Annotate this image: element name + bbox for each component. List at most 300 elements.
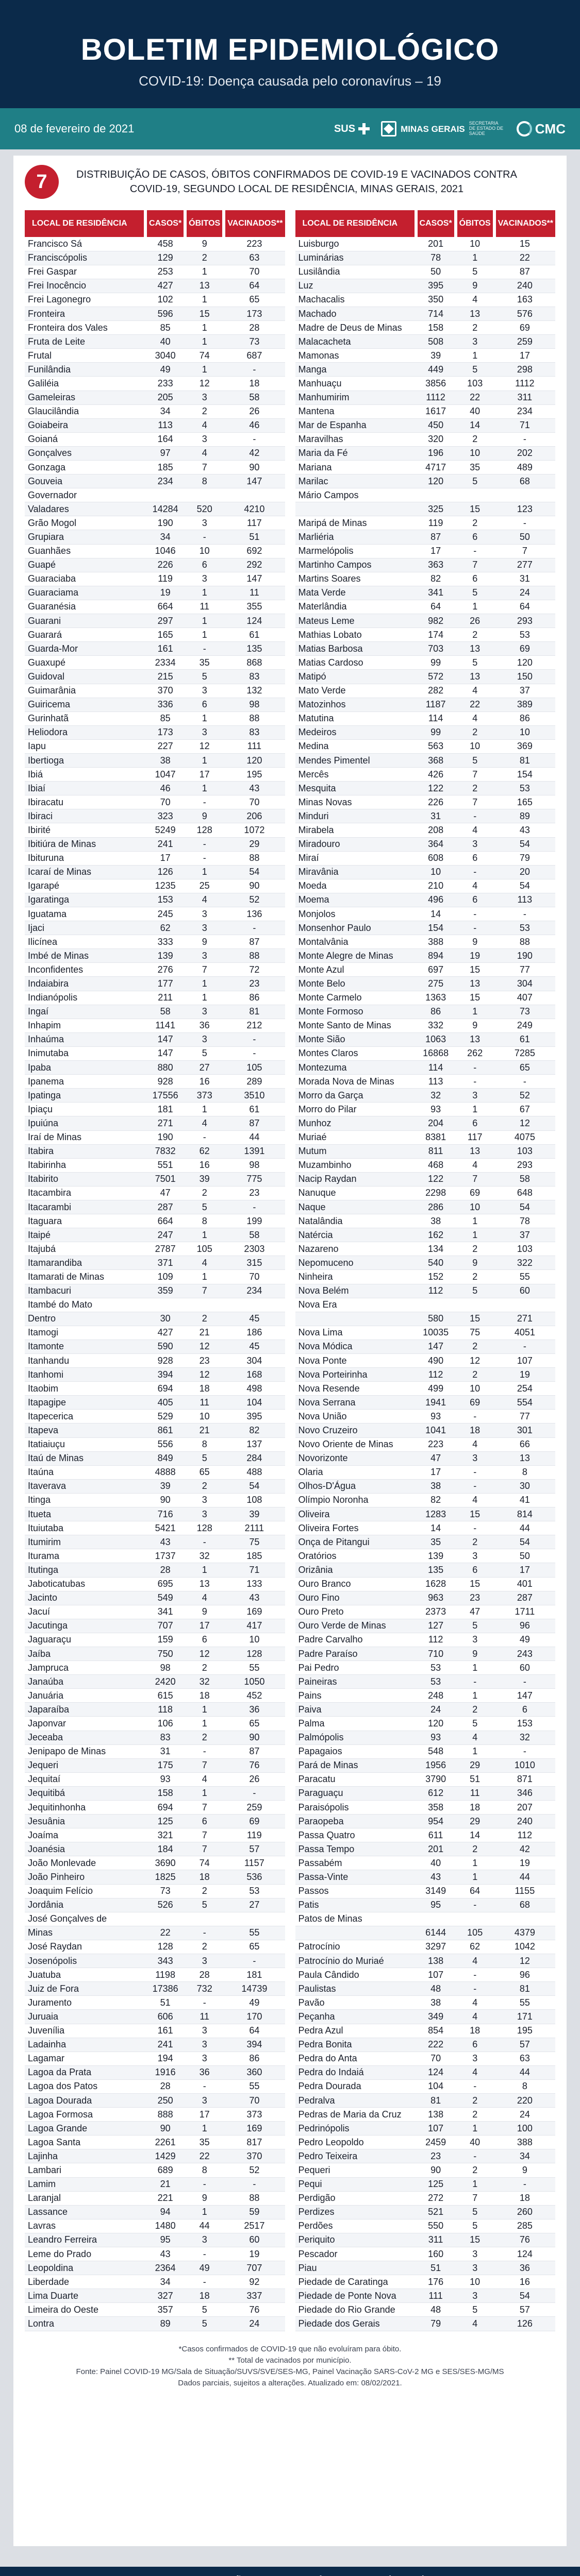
cell-vacinados: - bbox=[494, 2177, 555, 2191]
cell-obitos: 3 bbox=[185, 2233, 224, 2247]
cell-vacinados: 55 bbox=[224, 2079, 285, 2093]
cell-municipio: Mendes Pimentel bbox=[295, 753, 416, 767]
table-row bbox=[295, 1828, 556, 1842]
cell-vacinados: - bbox=[224, 432, 285, 446]
cell-municipio: Itamarandiba bbox=[25, 1256, 145, 1270]
cell-vacinados: 117 bbox=[224, 516, 285, 530]
cell-casos: 811 bbox=[416, 1144, 456, 1158]
cell-obitos: 1 bbox=[185, 614, 224, 628]
cell-vacinados: 170 bbox=[224, 2010, 285, 2024]
cell-municipio: Itacambira bbox=[25, 1186, 145, 1200]
cell-vacinados: 61 bbox=[494, 1032, 555, 1046]
table-row bbox=[295, 1451, 556, 1465]
cell-municipio: Itaúna bbox=[25, 1465, 145, 1479]
cell-municipio: Icaraí de Minas bbox=[25, 865, 145, 879]
cell-municipio: Mirabela bbox=[295, 823, 416, 837]
cell-municipio: Ibertioga bbox=[25, 753, 145, 767]
table-row bbox=[25, 753, 285, 767]
table-row bbox=[295, 2122, 556, 2136]
cell-obitos: - bbox=[456, 1675, 494, 1689]
cell-obitos: - bbox=[456, 907, 494, 921]
cell-casos: 227 bbox=[145, 739, 185, 753]
cell-municipio: Novo Oriente de Minas bbox=[295, 1437, 416, 1451]
cell-municipio: Lontra bbox=[25, 2317, 145, 2331]
table-row bbox=[295, 404, 556, 418]
cell-municipio: Jequitaí bbox=[25, 1772, 145, 1786]
cell-vacinados: 26 bbox=[224, 1772, 285, 1786]
cell-obitos: - bbox=[456, 2079, 494, 2093]
cell-vacinados: 169 bbox=[224, 2122, 285, 2136]
cell-casos: 125 bbox=[416, 2177, 456, 2191]
cell-vacinados: 498 bbox=[224, 1382, 285, 1396]
table-header-row bbox=[295, 210, 556, 237]
cell-municipio: José Gonçalves de bbox=[25, 1912, 145, 1926]
cell-vacinados: 73 bbox=[224, 335, 285, 349]
cell-vacinados: 10 bbox=[224, 1633, 285, 1647]
cell-obitos: 6 bbox=[456, 893, 494, 907]
table-row bbox=[25, 2136, 285, 2149]
cell-obitos: 3 bbox=[456, 1089, 494, 1103]
cell-vacinados: 132 bbox=[224, 684, 285, 698]
cell-vacinados: 76 bbox=[224, 1758, 285, 1772]
cell-municipio: Guarani bbox=[25, 614, 145, 628]
cell-casos: 343 bbox=[145, 1954, 185, 1968]
table-row bbox=[295, 1075, 556, 1089]
cell-vacinados: 304 bbox=[494, 977, 555, 991]
cell-obitos: 35 bbox=[456, 461, 494, 474]
cell-vacinados: - bbox=[224, 1786, 285, 1800]
cell-municipio: Piedade de Ponte Nova bbox=[295, 2289, 416, 2303]
table-row bbox=[25, 1605, 285, 1619]
table-row bbox=[25, 1926, 285, 1940]
table-row bbox=[25, 2079, 285, 2093]
cell-casos: 24 bbox=[416, 1703, 456, 1717]
table-row bbox=[25, 2219, 285, 2233]
cell-casos: 1429 bbox=[145, 2149, 185, 2163]
table-row bbox=[25, 349, 285, 363]
cell-casos: 62 bbox=[145, 921, 185, 935]
column-header-local: LOCAL DE RESIDÊNCIA bbox=[25, 210, 145, 237]
cell-casos: 359 bbox=[145, 1284, 185, 1298]
cell-casos: 14 bbox=[416, 1521, 456, 1535]
table-row bbox=[25, 363, 285, 377]
cell-obitos: 5 bbox=[456, 586, 494, 600]
table-row bbox=[25, 837, 285, 851]
cell-municipio: Lamim bbox=[25, 2177, 145, 2191]
cell-vacinados: 59 bbox=[224, 2205, 285, 2219]
cell-casos: 154 bbox=[416, 921, 456, 935]
cell-obitos: - bbox=[456, 2149, 494, 2163]
table-row bbox=[25, 1368, 285, 1382]
table-row bbox=[25, 670, 285, 684]
cell-obitos: 10 bbox=[456, 237, 494, 251]
cell-casos: 82 bbox=[416, 572, 456, 586]
cell-casos bbox=[145, 1912, 185, 1926]
cell-vacinados: 88 bbox=[224, 851, 285, 865]
cell-vacinados: 60 bbox=[224, 2233, 285, 2247]
bulletin-date: 08 de fevereiro de 2021 bbox=[14, 122, 135, 135]
cell-casos: 2373 bbox=[416, 1605, 456, 1619]
cell-casos: 129 bbox=[145, 251, 185, 265]
table-row bbox=[25, 1075, 285, 1089]
table-row bbox=[295, 837, 556, 851]
cell-casos: 43 bbox=[145, 2247, 185, 2261]
cell-municipio bbox=[295, 502, 416, 516]
cell-obitos: 5 bbox=[185, 2303, 224, 2317]
cell-casos: 253 bbox=[145, 265, 185, 279]
cell-casos: 16868 bbox=[416, 1046, 456, 1060]
cell-municipio: Frei Lagonegro bbox=[25, 293, 145, 307]
cell-vacinados: 68 bbox=[494, 1898, 555, 1912]
cell-vacinados: 55 bbox=[224, 1926, 285, 1940]
table-row bbox=[25, 1842, 285, 1856]
table-row bbox=[25, 572, 285, 586]
table-row bbox=[25, 2163, 285, 2177]
cell-vacinados: 128 bbox=[224, 1647, 285, 1660]
cell-municipio: Montezuma bbox=[295, 1061, 416, 1075]
cell-vacinados: 355 bbox=[224, 600, 285, 614]
cell-municipio: Luminárias bbox=[295, 251, 416, 265]
table-row bbox=[295, 1898, 556, 1912]
cell-municipio: Pai Pedro bbox=[295, 1661, 416, 1675]
cell-municipio: Valadares bbox=[25, 502, 145, 516]
cell-municipio: Mato Verde bbox=[295, 684, 416, 698]
cell-municipio: Dentro bbox=[25, 1312, 145, 1326]
table-row bbox=[25, 2191, 285, 2205]
cell-vacinados: 52 bbox=[224, 2163, 285, 2177]
cell-casos: 208 bbox=[416, 823, 456, 837]
table-row bbox=[295, 991, 556, 1005]
table-row bbox=[295, 377, 556, 391]
cell-obitos: 4 bbox=[185, 446, 224, 460]
cell-municipio: Ibiá bbox=[25, 768, 145, 782]
cell-vacinados: 260 bbox=[494, 2205, 555, 2219]
table-row bbox=[295, 2191, 556, 2205]
cell-municipio: Ouro Preto bbox=[295, 1605, 416, 1619]
cell-vacinados: 54 bbox=[494, 879, 555, 893]
cell-casos: 122 bbox=[416, 782, 456, 795]
cell-casos: 223 bbox=[416, 1437, 456, 1451]
cell-municipio: Itambacuri bbox=[25, 1284, 145, 1298]
cell-obitos: 9 bbox=[456, 279, 494, 293]
cell-obitos: - bbox=[185, 2079, 224, 2093]
cell-vacinados: 12 bbox=[494, 1954, 555, 1968]
cell-vacinados: 285 bbox=[494, 2219, 555, 2233]
section-title: DISTRIBUIÇÃO DE CASOS, ÓBITOS CONFIRMADOS DE COVID-19 E VACINADOS CONTRA COVID-19, SEGUNDO LOCAL DE RESIDÊNCIA, MINAS GERAIS, 2021 bbox=[76, 169, 517, 195]
cell-vacinados: 43 bbox=[494, 823, 555, 837]
cell-casos: 39 bbox=[416, 349, 456, 363]
cell-vacinados: 81 bbox=[494, 753, 555, 767]
cell-obitos: 15 bbox=[456, 963, 494, 977]
cell-municipio: Ouro Branco bbox=[295, 1577, 416, 1591]
cell-casos: 139 bbox=[416, 1549, 456, 1563]
cell-obitos: 6 bbox=[456, 2038, 494, 2052]
cell-casos: 563 bbox=[416, 739, 456, 753]
cell-obitos: 2 bbox=[185, 404, 224, 418]
table-row bbox=[25, 293, 285, 307]
table-row bbox=[295, 2275, 556, 2289]
cell-vacinados: 27 bbox=[224, 1898, 285, 1912]
table-row bbox=[295, 1926, 556, 1940]
table-row bbox=[25, 1144, 285, 1158]
cell-obitos: 9 bbox=[456, 1647, 494, 1660]
cell-casos: 10035 bbox=[416, 1326, 456, 1340]
table-row bbox=[295, 1884, 556, 1898]
cell-vacinados: 42 bbox=[494, 1842, 555, 1856]
cell-municipio: Itamarati de Minas bbox=[25, 1270, 145, 1284]
cell-vacinados: 103 bbox=[494, 1242, 555, 1256]
cell-casos: 2298 bbox=[416, 1186, 456, 1200]
table-row bbox=[295, 1982, 556, 1996]
cell-vacinados: 24 bbox=[494, 2108, 555, 2122]
cell-municipio: Mar de Espanha bbox=[295, 418, 416, 432]
table-row bbox=[25, 1828, 285, 1842]
cell-municipio: Medeiros bbox=[295, 725, 416, 739]
table-row bbox=[25, 2038, 285, 2052]
cell-vacinados: - bbox=[224, 1046, 285, 1060]
cell-municipio: Joanésia bbox=[25, 1842, 145, 1856]
cell-casos: 70 bbox=[416, 2052, 456, 2065]
cell-vacinados: 4210 bbox=[224, 502, 285, 516]
table-row bbox=[25, 488, 285, 502]
cell-obitos: - bbox=[456, 1968, 494, 1982]
table-row bbox=[25, 1242, 285, 1256]
table-row bbox=[25, 1856, 285, 1870]
table-row bbox=[25, 2108, 285, 2122]
cell-vacinados: 10 bbox=[494, 725, 555, 739]
cell-casos: 849 bbox=[145, 1451, 185, 1465]
cell-casos: 248 bbox=[416, 1689, 456, 1703]
cell-casos: 38 bbox=[145, 753, 185, 767]
cell-municipio: Pequeri bbox=[295, 2163, 416, 2177]
table-row bbox=[295, 921, 556, 935]
cell-municipio: Gonçalves bbox=[25, 446, 145, 460]
cell-obitos: 5 bbox=[456, 1717, 494, 1731]
cell-obitos: 3 bbox=[185, 432, 224, 446]
cell-vacinados: 871 bbox=[494, 1772, 555, 1786]
cell-casos: 694 bbox=[145, 1382, 185, 1396]
cell-obitos: 5 bbox=[185, 1898, 224, 1912]
cell-vacinados: - bbox=[494, 907, 555, 921]
cell-casos: 880 bbox=[145, 1061, 185, 1075]
table-row bbox=[25, 2289, 285, 2303]
cell-casos: 3297 bbox=[416, 1940, 456, 1954]
cell-vacinados: 60 bbox=[494, 1661, 555, 1675]
cell-casos: 1198 bbox=[145, 1968, 185, 1982]
cell-vacinados: 66 bbox=[494, 1437, 555, 1451]
table-row bbox=[25, 809, 285, 823]
cell-vacinados: 71 bbox=[224, 1563, 285, 1577]
cell-municipio: Grão Mogol bbox=[25, 516, 145, 530]
cell-municipio: Ibiaí bbox=[25, 782, 145, 795]
cell-vacinados: 169 bbox=[224, 1605, 285, 1619]
cell-casos: 750 bbox=[145, 1647, 185, 1660]
table-row bbox=[25, 1521, 285, 1535]
cell-obitos: 3 bbox=[185, 516, 224, 530]
cell-vacinados: 98 bbox=[224, 1158, 285, 1172]
cell-municipio: Pedra do Anta bbox=[295, 2052, 416, 2065]
cell-vacinados: 11 bbox=[224, 586, 285, 600]
cell-casos: 85 bbox=[145, 711, 185, 725]
table-row bbox=[25, 1103, 285, 1116]
cell-obitos: 1 bbox=[185, 753, 224, 767]
cell-municipio: Frutal bbox=[25, 349, 145, 363]
cell-vacinados: 1391 bbox=[224, 1144, 285, 1158]
table-row bbox=[295, 530, 556, 544]
cell-obitos: 69 bbox=[456, 1396, 494, 1410]
cell-municipio: Pains bbox=[295, 1689, 416, 1703]
table-row bbox=[295, 2149, 556, 2163]
cell-municipio: Naque bbox=[295, 1200, 416, 1214]
cell-municipio: Matozinhos bbox=[295, 698, 416, 711]
table-row bbox=[295, 684, 556, 698]
cell-casos: 590 bbox=[145, 1340, 185, 1353]
cell-vacinados: 83 bbox=[224, 670, 285, 684]
cell-vacinados: 37 bbox=[494, 684, 555, 698]
cell-vacinados: 70 bbox=[224, 265, 285, 279]
cell-casos: 551 bbox=[145, 1158, 185, 1172]
cell-vacinados: 58 bbox=[494, 1172, 555, 1186]
cell-casos: 550 bbox=[416, 2219, 456, 2233]
cell-municipio: Passa-Vinte bbox=[295, 1870, 416, 1884]
cell-casos: 112 bbox=[416, 1368, 456, 1382]
cell-vacinados: 2303 bbox=[224, 1242, 285, 1256]
table-row bbox=[25, 1549, 285, 1563]
cell-casos: 449 bbox=[416, 363, 456, 377]
cell-obitos: 2 bbox=[456, 1842, 494, 1856]
cell-municipio: Japaraíba bbox=[25, 1703, 145, 1717]
cell-vacinados: 49 bbox=[224, 1996, 285, 2010]
cell-vacinados: 87 bbox=[224, 1744, 285, 1758]
cell-vacinados bbox=[494, 1912, 555, 1926]
cell-vacinados: 9 bbox=[494, 2163, 555, 2177]
cell-obitos: 13 bbox=[185, 279, 224, 293]
cell-municipio: Guaranésia bbox=[25, 600, 145, 614]
cell-casos: 78 bbox=[416, 251, 456, 265]
footnote-source: Fonte: Painel COVID-19 MG/Sala de Situação/SUVS/SVE/SES-MG, Painel Vacinação SARS-CoV-2 MG e SES/SES-MG/MS bbox=[76, 2367, 504, 2376]
cell-municipio: Pará de Minas bbox=[295, 1758, 416, 1772]
cell-casos: 222 bbox=[416, 2038, 456, 2052]
table-row bbox=[25, 2233, 285, 2247]
cell-vacinados: 692 bbox=[224, 544, 285, 558]
cell-vacinados: 39 bbox=[224, 1507, 285, 1521]
cell-vacinados: 7 bbox=[494, 544, 555, 558]
cell-municipio: Mata Verde bbox=[295, 586, 416, 600]
cell-municipio: Miradouro bbox=[295, 837, 416, 851]
table-row bbox=[295, 488, 556, 502]
cell-vacinados: 133 bbox=[224, 1577, 285, 1591]
column-header-local: LOCAL DE RESIDÊNCIA bbox=[295, 210, 416, 237]
table-row bbox=[295, 1465, 556, 1479]
cell-municipio: Lagoa Formosa bbox=[25, 2108, 145, 2122]
cell-obitos: 3 bbox=[185, 2024, 224, 2038]
cell-casos: 85 bbox=[145, 321, 185, 335]
cell-obitos: 6 bbox=[185, 698, 224, 711]
cell-vacinados: - bbox=[494, 1675, 555, 1689]
table-row bbox=[295, 642, 556, 656]
cell-municipio: Iguatama bbox=[25, 907, 145, 921]
table-row bbox=[295, 1521, 556, 1535]
cell-vacinados: 65 bbox=[494, 1061, 555, 1075]
cell-municipio: Pedro Leopoldo bbox=[295, 2136, 416, 2149]
table-row bbox=[25, 725, 285, 739]
cell-casos: 119 bbox=[145, 572, 185, 586]
cell-obitos: 75 bbox=[456, 1326, 494, 1340]
cell-obitos: 6 bbox=[185, 558, 224, 572]
cell-municipio: Fruta de Leite bbox=[25, 335, 145, 349]
cell-vacinados: 16 bbox=[494, 2275, 555, 2289]
cell-municipio: Itueta bbox=[25, 1507, 145, 1521]
cell-vacinados: 254 bbox=[494, 1382, 555, 1396]
table-row bbox=[25, 879, 285, 893]
cell-vacinados: 31 bbox=[494, 572, 555, 586]
cell-obitos: 3 bbox=[185, 572, 224, 586]
cell-obitos: 8 bbox=[185, 474, 224, 488]
table-right-body bbox=[295, 237, 556, 2331]
cell-vacinados: 70 bbox=[224, 795, 285, 809]
cell-casos: 14284 bbox=[145, 502, 185, 516]
cmc-ring-icon bbox=[517, 121, 532, 137]
cell-vacinados: 36 bbox=[224, 1703, 285, 1717]
cell-municipio: Jaíba bbox=[25, 1647, 145, 1660]
cell-obitos: 1 bbox=[185, 1786, 224, 1800]
cell-obitos: 3 bbox=[185, 684, 224, 698]
table-row bbox=[25, 893, 285, 907]
cell-vacinados: 1711 bbox=[494, 1605, 555, 1619]
cell-obitos: 1 bbox=[185, 1717, 224, 1731]
table-row bbox=[295, 1758, 556, 1772]
cell-obitos: 9 bbox=[185, 237, 224, 251]
cell-obitos: 21 bbox=[185, 1326, 224, 1340]
table-row bbox=[25, 237, 285, 251]
cell-municipio: Monte Formoso bbox=[295, 1005, 416, 1019]
cell-municipio: Guapé bbox=[25, 558, 145, 572]
bulletin-subtitle: COVID-19: Doença causada pelo coronavírus – 19 bbox=[139, 73, 441, 89]
cell-vacinados: 277 bbox=[494, 558, 555, 572]
cell-casos: 275 bbox=[416, 977, 456, 991]
cell-obitos: 262 bbox=[456, 1046, 494, 1060]
table-row bbox=[295, 293, 556, 307]
cell-obitos: 1 bbox=[185, 321, 224, 335]
cell-casos: 210 bbox=[416, 879, 456, 893]
cell-obitos: 35 bbox=[185, 656, 224, 670]
cell-casos: 112 bbox=[416, 1633, 456, 1647]
cell-vacinados: 57 bbox=[494, 2303, 555, 2317]
cell-vacinados: 82 bbox=[224, 1423, 285, 1437]
table-row bbox=[295, 1005, 556, 1019]
cell-obitos: - bbox=[456, 921, 494, 935]
cell-municipio: Mercês bbox=[295, 768, 416, 782]
cell-municipio: Gonzaga bbox=[25, 461, 145, 474]
cell-municipio: Orizânia bbox=[295, 1563, 416, 1577]
cell-casos: 368 bbox=[416, 753, 456, 767]
cell-casos: 282 bbox=[416, 684, 456, 698]
table-row bbox=[25, 558, 285, 572]
cell-obitos: 13 bbox=[456, 642, 494, 656]
cell-vacinados: 190 bbox=[494, 949, 555, 963]
cell-casos: 7501 bbox=[145, 1172, 185, 1186]
cell-municipio: Padre Paraíso bbox=[295, 1647, 416, 1660]
cell-municipio: Nova Módica bbox=[295, 1340, 416, 1353]
cell-obitos: 105 bbox=[185, 1242, 224, 1256]
cell-municipio: Itamonte bbox=[25, 1340, 145, 1353]
table-row bbox=[25, 1172, 285, 1186]
cell-obitos: 1 bbox=[185, 865, 224, 879]
cell-vacinados: 54 bbox=[224, 1479, 285, 1493]
cell-casos: 47 bbox=[416, 1451, 456, 1465]
cell-obitos bbox=[185, 1912, 224, 1926]
cell-municipio: Oliveira bbox=[295, 1507, 416, 1521]
